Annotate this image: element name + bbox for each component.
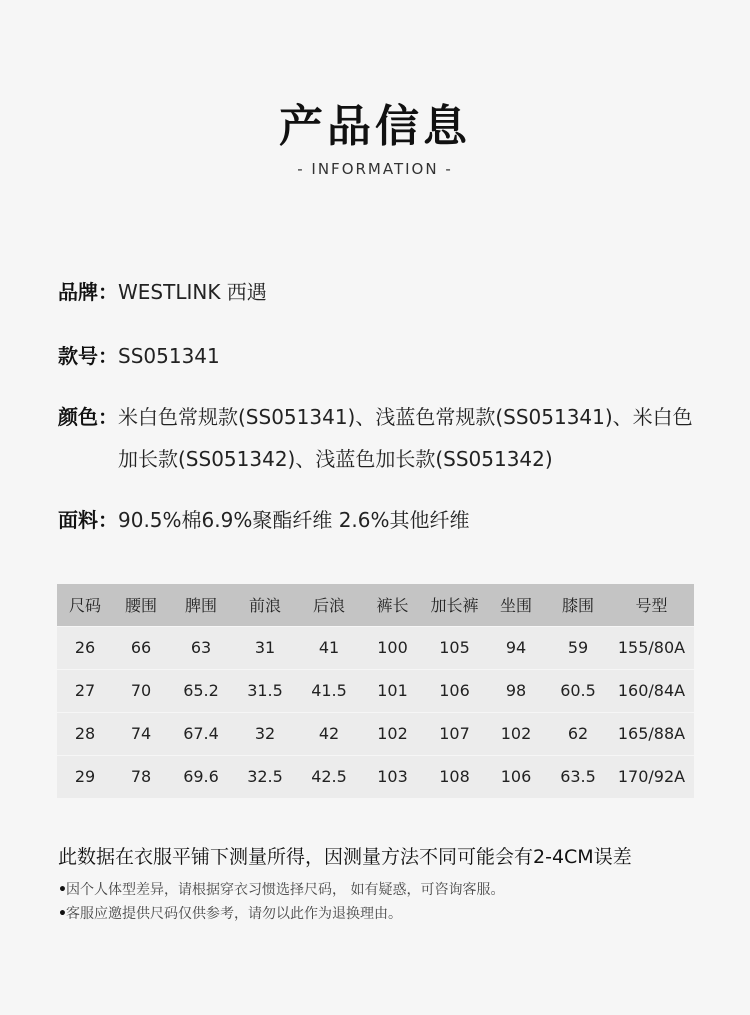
table-cell: 31 — [233, 626, 297, 669]
info-brand — [58, 271, 698, 313]
table-header-row — [57, 584, 694, 626]
table-cell: 102 — [361, 712, 424, 755]
table-cell: 94 — [485, 626, 547, 669]
table-cell: 165/88A — [609, 712, 694, 755]
column-header: 号型 — [609, 584, 694, 626]
table-row — [57, 669, 694, 712]
info-color — [58, 396, 698, 480]
table-row — [57, 626, 694, 669]
column-header: 腰围 — [113, 584, 169, 626]
column-header: 裤长 — [361, 584, 424, 626]
table-cell: 78 — [113, 755, 169, 798]
table-cell: 65.2 — [169, 669, 233, 712]
table-cell: 108 — [424, 755, 485, 798]
table-cell: 63.5 — [547, 755, 609, 798]
table-row — [57, 712, 694, 755]
table-cell: 32.5 — [233, 755, 297, 798]
column-header: 坐围 — [485, 584, 547, 626]
table-cell: 41.5 — [297, 669, 361, 712]
info-label: 面料： — [58, 508, 118, 532]
table-cell: 67.4 — [169, 712, 233, 755]
column-header: 脾围 — [169, 584, 233, 626]
table-cell: 103 — [361, 755, 424, 798]
table-cell: 102 — [485, 712, 547, 755]
table-cell: 106 — [424, 669, 485, 712]
table-cell: 100 — [361, 626, 424, 669]
info-label: 款号： — [58, 344, 118, 368]
column-header: 后浪 — [297, 584, 361, 626]
table-cell: 59 — [547, 626, 609, 669]
note-list — [58, 878, 698, 926]
size-table — [57, 584, 694, 798]
table-cell: 107 — [424, 712, 485, 755]
bullet-icon: • — [58, 882, 67, 898]
table-cell: 170/92A — [609, 755, 694, 798]
info-value: SS051341 — [118, 344, 220, 368]
info-value: 米白色常规款(SS051341)、浅蓝色常规款(SS051341)、米白色加长款(SS051342)、浅蓝色加长款(SS051342) — [118, 405, 693, 471]
page-subtitle: - INFORMATION - — [297, 160, 453, 178]
table-cell: 63 — [169, 626, 233, 669]
table-cell: 28 — [57, 712, 113, 755]
table-cell: 41 — [297, 626, 361, 669]
info-label: 颜色： — [58, 405, 118, 429]
table-cell: 105 — [424, 626, 485, 669]
column-header: 加长裤 — [424, 584, 485, 626]
info-label: 品牌： — [58, 280, 118, 304]
info-value: 90.5%棉6.9%聚酯纤维 2.6%其他纤维 — [118, 508, 470, 532]
bullet-icon: • — [58, 906, 67, 922]
table-cell: 70 — [113, 669, 169, 712]
table-cell: 32 — [233, 712, 297, 755]
table-cell: 27 — [57, 669, 113, 712]
table-cell: 101 — [361, 669, 424, 712]
table-cell: 98 — [485, 669, 547, 712]
page-title: 产品信息 — [279, 101, 471, 152]
table-cell: 42.5 — [297, 755, 361, 798]
column-header: 前浪 — [233, 584, 297, 626]
note-text: 因个人体型差异，请根据穿衣习惯选择尺码， 如有疑惑，可咨询客服。 — [66, 882, 505, 898]
info-style-number — [58, 335, 698, 377]
list-item — [58, 902, 698, 926]
column-header: 膝围 — [547, 584, 609, 626]
table-cell: 62 — [547, 712, 609, 755]
table-cell: 74 — [113, 712, 169, 755]
table-row — [57, 755, 694, 798]
table-cell: 106 — [485, 755, 547, 798]
table-cell: 42 — [297, 712, 361, 755]
table-cell: 26 — [57, 626, 113, 669]
table-cell: 66 — [113, 626, 169, 669]
info-fabric — [58, 499, 698, 541]
table-cell: 60.5 — [547, 669, 609, 712]
table-cell: 155/80A — [609, 626, 694, 669]
info-value: WESTLINK 西遇 — [118, 280, 267, 304]
measurement-note: 此数据在衣服平铺下测量所得，因测量方法不同可能会有2-4CM误差 — [58, 846, 632, 868]
note-text: 客服应邀提供尺码仅供参考，请勿以此作为退换理由。 — [66, 906, 402, 922]
table-cell: 160/84A — [609, 669, 694, 712]
table-cell: 69.6 — [169, 755, 233, 798]
table-cell: 29 — [57, 755, 113, 798]
column-header: 尺码 — [57, 584, 113, 626]
table-cell: 31.5 — [233, 669, 297, 712]
list-item — [58, 878, 698, 902]
